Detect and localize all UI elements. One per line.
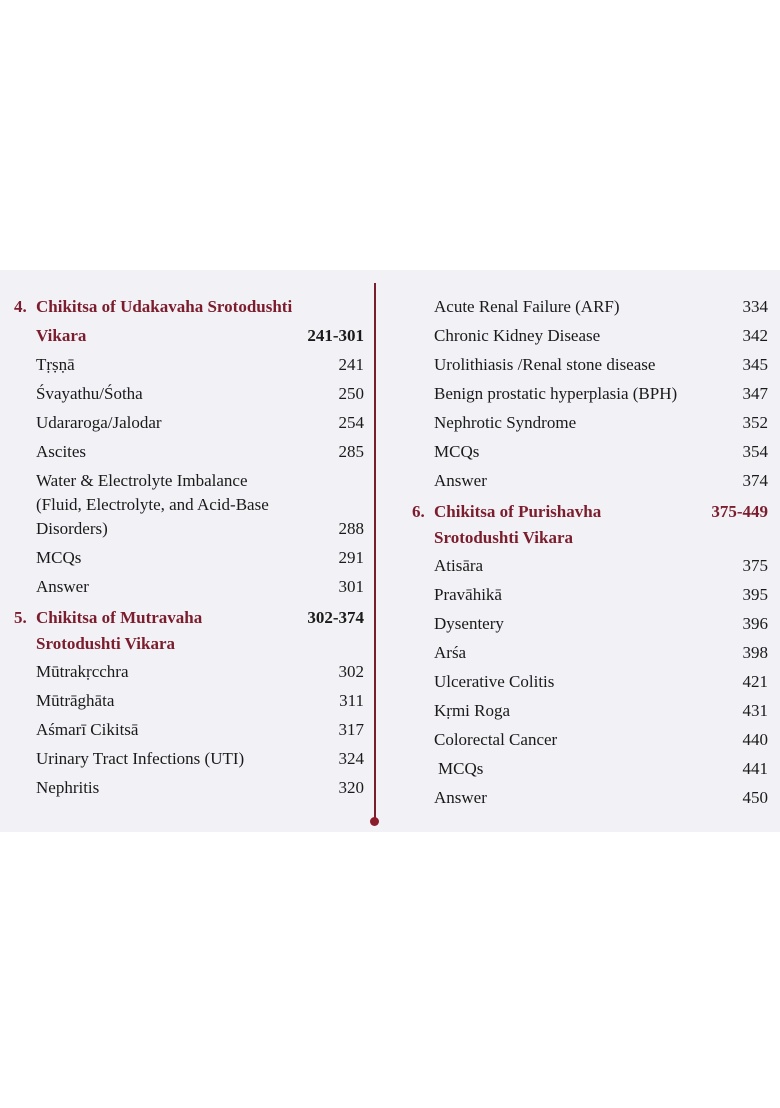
toc-entry-title: Colorectal Cancer [434, 730, 558, 749]
toc-entry-page: 291 [338, 548, 364, 567]
toc-entry-page: 441 [742, 759, 768, 778]
section-5-number: 5. [14, 608, 27, 627]
toc-entry-title: Tṛṣṇā [36, 355, 75, 374]
section-4-title-line1: Chikitsa of Udakavaha Srotodushti [36, 297, 293, 316]
toc-entry-title: Chronic Kidney Disease [434, 326, 601, 345]
toc-entry-title: Udararoga/Jalodar [36, 413, 162, 432]
toc-entry-page: 440 [742, 730, 768, 749]
toc-entry[interactable] [412, 321, 768, 350]
toc-entry[interactable] [14, 744, 364, 773]
toc-entry-page: 302 [338, 662, 364, 681]
toc-entry-page: 250 [338, 384, 364, 403]
section-4-pages: 241-301 [307, 326, 364, 345]
toc-entry-page: 311 [339, 691, 364, 710]
toc-entry-page: 374 [742, 471, 768, 490]
toc-entry-page: 241 [338, 355, 364, 374]
toc-entry-multiline[interactable] [14, 469, 364, 541]
toc-entry-page: 301 [338, 577, 364, 596]
toc-entry-page: 431 [742, 701, 768, 720]
toc-entry-page: 354 [742, 442, 768, 461]
section-5-heading[interactable] [14, 605, 364, 657]
toc-entry[interactable] [412, 609, 768, 638]
toc-entry-title-line2: (Fluid, Electrolyte, and Acid-Base [36, 495, 269, 514]
section-6-pages: 375-449 [711, 502, 768, 521]
toc-entry-page: 254 [338, 413, 364, 432]
section-6-title-line1: Chikitsa of Purishavha [434, 502, 602, 521]
toc-entry-page: 396 [742, 614, 768, 633]
toc-entry-title: Kṛmi Roga [434, 701, 511, 720]
section-4-heading[interactable] [14, 292, 364, 321]
toc-entry[interactable] [14, 350, 364, 379]
toc-entry-title-line1: Water & Electrolyte Imbalance [36, 471, 248, 490]
toc-entry[interactable] [412, 754, 768, 783]
section-5-pages: 302-374 [307, 608, 364, 627]
toc-entry-title: Ascites [36, 442, 87, 461]
toc-entry[interactable] [412, 783, 768, 812]
toc-entry-title: Answer [434, 471, 487, 490]
toc-entry-title: Urolithiasis /Renal stone disease [434, 355, 656, 374]
toc-entry-page: 395 [742, 585, 768, 604]
section-4-title-line2: Vikara [36, 326, 87, 345]
toc-entry[interactable] [14, 408, 364, 437]
toc-entry-title: Dysentery [434, 614, 504, 633]
toc-entry-title: Nephritis [36, 778, 100, 797]
toc-entry[interactable] [14, 543, 364, 572]
toc-entry-title: Arśa [434, 643, 467, 662]
toc-entry[interactable] [14, 437, 364, 466]
section-6-heading[interactable] [412, 499, 768, 551]
toc-entry-title: Mūtrāghāta [36, 691, 115, 710]
toc-entry-title-line3: Disorders) [36, 519, 108, 538]
toc-entry-title: MCQs [438, 759, 484, 778]
toc-entry[interactable] [412, 379, 768, 408]
toc-entry[interactable] [412, 437, 768, 466]
toc-entry[interactable] [412, 667, 768, 696]
toc-entry-page: 450 [742, 788, 768, 807]
toc-entry-title: Mūtrakṛcchra [36, 662, 129, 681]
toc-entry[interactable] [14, 686, 364, 715]
section-4-heading-line2[interactable] [14, 321, 364, 350]
toc-entry-title: Answer [36, 577, 89, 596]
toc-entry-page: 347 [742, 384, 768, 403]
toc-entry-page: 324 [338, 749, 364, 768]
section-4-number: 4. [14, 297, 27, 316]
toc-entry-title: Atisāra [434, 556, 484, 575]
toc-right-column [412, 292, 768, 812]
toc-entry-page: 398 [742, 643, 768, 662]
toc-entry[interactable] [14, 379, 364, 408]
toc-entry[interactable] [412, 551, 768, 580]
toc-entry-title: Aśmarī Cikitsā [36, 720, 139, 739]
section-6-title-line2: Srotodushti Vikara [434, 528, 574, 547]
toc-entry[interactable] [14, 572, 364, 601]
toc-entry-title: Urinary Tract Infections (UTI) [36, 749, 245, 768]
toc-entry-title: MCQs [434, 442, 480, 461]
toc-entry-title: MCQs [36, 548, 82, 567]
toc-entry-page: 375 [742, 556, 768, 575]
toc-entry[interactable] [412, 638, 768, 667]
toc-entry-title: Benign prostatic hyperplasia (BPH) [434, 384, 678, 403]
toc-entry-page: 334 [742, 297, 768, 316]
toc-entry-page: 345 [742, 355, 768, 374]
section-5-title-line1: Chikitsa of Mutravaha [36, 608, 203, 627]
toc-entry[interactable] [412, 292, 768, 321]
toc-entry-page: 288 [338, 519, 364, 538]
toc-entry-title: Pravāhikā [434, 585, 502, 604]
toc-entry-title: Nephrotic Syndrome [434, 413, 577, 432]
toc-entry[interactable] [412, 580, 768, 609]
toc-entry-page: 285 [338, 442, 364, 461]
toc-entry[interactable] [14, 715, 364, 744]
toc-entry-title: Śvayathu/Śotha [36, 384, 143, 403]
toc-entry-page: 421 [742, 672, 768, 691]
toc-entry-page: 317 [338, 720, 364, 739]
toc-entry-page: 342 [742, 326, 768, 345]
toc-entry-title: Answer [434, 788, 487, 807]
toc-entry[interactable] [412, 350, 768, 379]
toc-entry-title: Acute Renal Failure (ARF) [434, 297, 620, 316]
column-divider [374, 283, 376, 821]
toc-entry-page: 352 [742, 413, 768, 432]
section-5-title-line2: Srotodushti Vikara [36, 634, 176, 653]
toc-entry-title: Ulcerative Colitis [434, 672, 555, 691]
toc-left-column [14, 292, 364, 802]
toc-entry[interactable] [412, 408, 768, 437]
toc-entry[interactable] [412, 696, 768, 725]
toc-entry[interactable] [412, 725, 768, 754]
section-6-number: 6. [412, 502, 425, 521]
toc-entry[interactable] [412, 466, 768, 495]
toc-entry-page: 320 [338, 778, 364, 797]
divider-dot [370, 817, 379, 826]
toc-entry[interactable] [14, 657, 364, 686]
toc-entry[interactable] [14, 773, 364, 802]
